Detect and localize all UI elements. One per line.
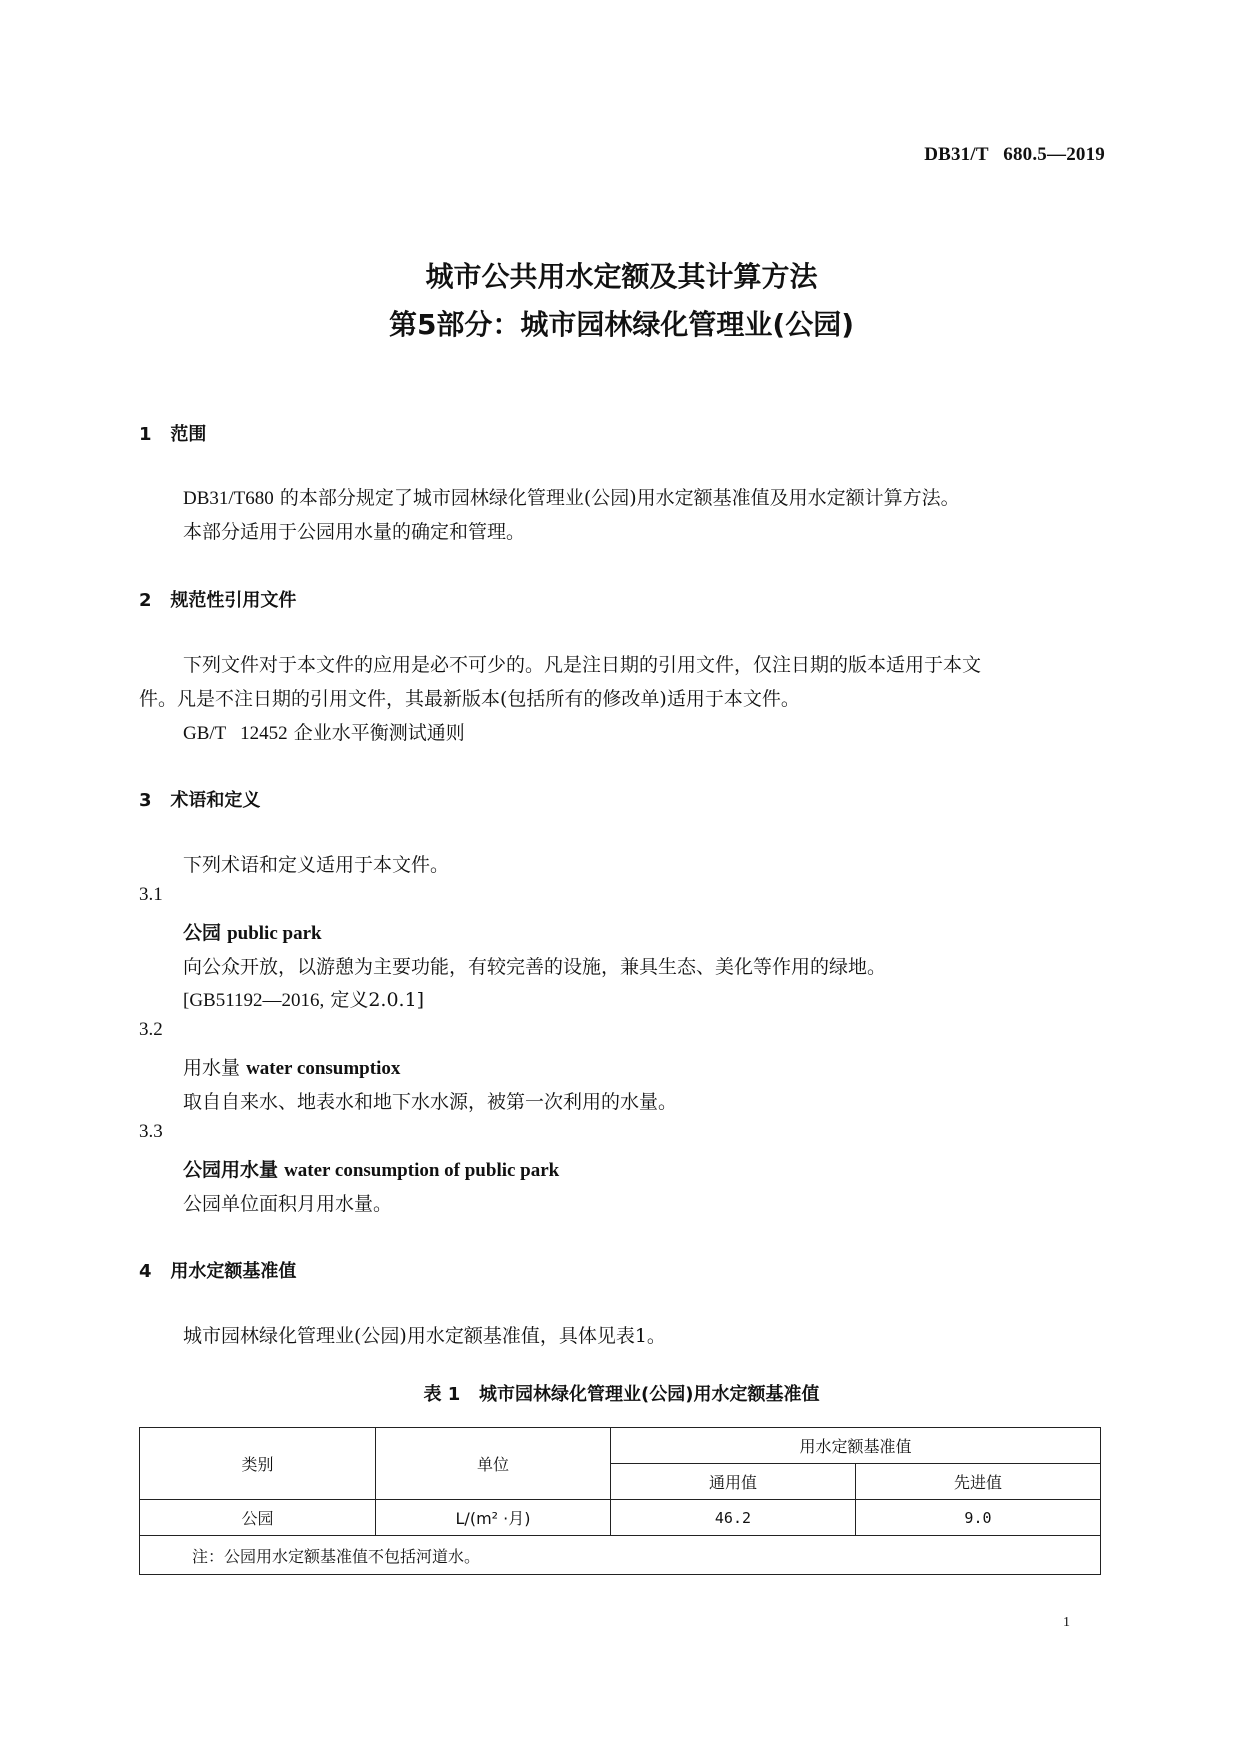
section-2-title: 规范性引用文件 — [170, 590, 297, 611]
section-4-title: 用水定额基准值 — [170, 1261, 297, 1282]
term-3-1-name — [183, 918, 322, 945]
section-2-number: 2 — [139, 590, 152, 611]
term-3-1-en: public park — [227, 923, 322, 944]
term-3-2-zh: 用水量 — [183, 1057, 241, 1079]
term-3-1-source — [183, 985, 424, 1012]
term-3-2-en: water consumptiox — [246, 1058, 401, 1079]
section-2-heading — [139, 586, 296, 612]
table-caption: 表 1 城市园林绿化管理业(公园)用水定额基准值 — [423, 1384, 820, 1405]
section-1-paragraph-1 — [183, 483, 960, 510]
document-title-line2: 第5部分：城市园林绿化管理业(公园) — [388, 308, 855, 341]
normative-reference — [183, 718, 465, 745]
term-3-1-source-ref: [GB51192—2016, — [183, 990, 325, 1011]
header-quota-group: 用水定额基准值 — [611, 1428, 1101, 1464]
header-general-value: 通用值 — [611, 1464, 856, 1500]
section-3-heading — [139, 786, 260, 812]
section-2-paragraph-line1: 下列文件对于本文件的应用是必不可少的。凡是注日期的引用文件，仅注日期的版本适用于本文 — [183, 654, 982, 676]
term-3-3-en: water consumption of public park — [284, 1160, 560, 1181]
term-3-1-number: 3.1 — [139, 884, 163, 905]
reference-code: GB/T 12452 — [183, 723, 288, 744]
term-3-3-number: 3.3 — [139, 1121, 163, 1142]
cell-general-value: 46.2 — [611, 1500, 856, 1536]
term-3-2-name — [183, 1053, 400, 1080]
table-header-row-1 — [140, 1428, 1101, 1464]
section-4-paragraph: 城市园林绿化管理业(公园)用水定额基准值，具体见表1。 — [183, 1325, 666, 1347]
page-number: 1 — [1063, 1615, 1070, 1630]
term-3-2-number: 3.2 — [139, 1019, 163, 1040]
term-3-3-name — [183, 1155, 559, 1182]
table-note: 注：公园用水定额基准值不包括河道水。 — [140, 1536, 1101, 1575]
term-3-3-zh: 公园用水量 — [183, 1159, 279, 1181]
reference-title: 企业水平衡测试通则 — [293, 722, 465, 744]
table-row — [140, 1500, 1101, 1536]
section-3-intro: 下列术语和定义适用于本文件。 — [183, 854, 450, 876]
term-3-2-definition: 取自自来水、地表水和地下水水源，被第一次利用的水量。 — [183, 1091, 678, 1113]
table-note-row — [140, 1536, 1101, 1575]
standard-code: DB31/T680 — [183, 488, 274, 509]
term-3-1-source-clause: 定义2.0.1] — [330, 989, 425, 1011]
cell-unit: L/(m² ·月) — [376, 1500, 611, 1536]
section-1-paragraph-1-text: 的本部分规定了城市园林绿化管理业(公园)用水定额基准值及用水定额计算方法。 — [279, 487, 960, 509]
water-quota-table — [139, 1427, 1101, 1575]
section-3-title: 术语和定义 — [170, 790, 261, 811]
section-2-paragraph-line2: 件。凡是不注日期的引用文件，其最新版本(包括所有的修改单)适用于本文件。 — [139, 688, 800, 710]
section-4-heading — [139, 1257, 296, 1283]
cell-category: 公园 — [140, 1500, 376, 1536]
section-1-paragraph-2: 本部分适用于公园用水量的确定和管理。 — [183, 521, 526, 543]
term-3-1-zh: 公园 — [183, 922, 222, 944]
document-title-line1: 城市公共用水定额及其计算方法 — [425, 260, 818, 293]
section-1-title: 范围 — [170, 424, 207, 445]
header-advanced-value: 先进值 — [855, 1464, 1100, 1500]
header-unit: 单位 — [376, 1428, 611, 1500]
section-3-number: 3 — [139, 790, 152, 811]
document-code: DB31/T 680.5—2019 — [924, 144, 1105, 165]
section-1-number: 1 — [139, 424, 152, 445]
section-4-number: 4 — [139, 1261, 152, 1282]
term-3-1-definition: 向公众开放，以游憩为主要功能，有较完善的设施，兼具生态、美化等作用的绿地。 — [183, 956, 887, 978]
term-3-3-definition: 公园单位面积月用水量。 — [183, 1193, 393, 1215]
header-category: 类别 — [140, 1428, 376, 1500]
cell-advanced-value: 9.0 — [855, 1500, 1100, 1536]
section-1-heading — [139, 420, 206, 446]
